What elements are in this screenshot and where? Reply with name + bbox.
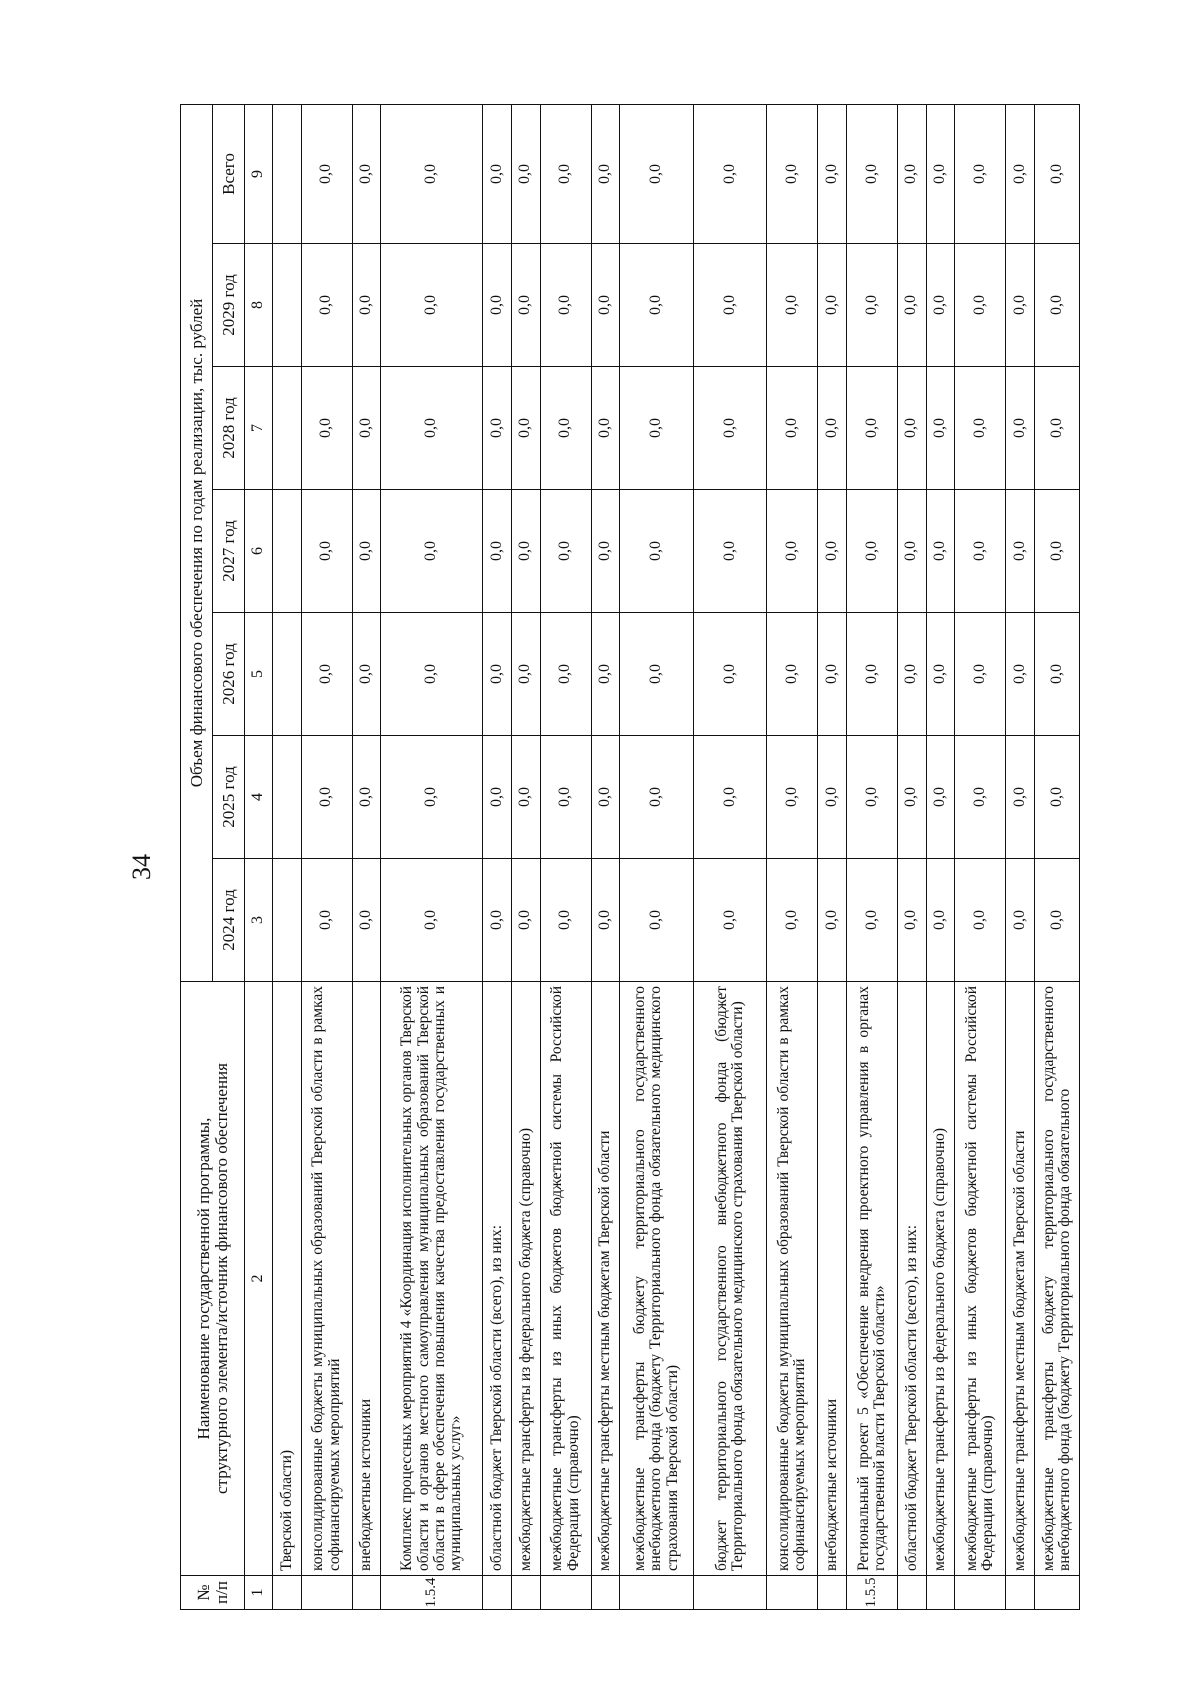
row-code [1034,1576,1079,1610]
row-name: межбюджетные трансферты местным бюджетам Тверской области [1006,982,1035,1576]
column-number: 1 [245,1576,273,1610]
row-value [273,613,302,736]
row-code [693,1576,767,1610]
row-value: 0,0 [591,736,620,859]
row-value: 0,0 [955,490,1006,613]
row-value: 0,0 [955,104,1006,243]
row-value: 0,0 [955,736,1006,859]
financing-table [180,104,1080,1610]
row-value: 0,0 [693,613,767,736]
row-value: 0,0 [511,244,540,367]
header-year: Всего [213,104,245,243]
row-name: межбюджетные трансферты бюджету территориального государственного внебюджетного фонда (бюджету Территориального фонда обязательного медицинского страхования Тверской области) [620,982,694,1576]
row-value: 0,0 [540,104,591,243]
row-code [483,1576,512,1610]
row-value: 0,0 [1034,244,1079,367]
table-row [693,104,767,1609]
row-code [1006,1576,1035,1610]
row-value: 0,0 [693,859,767,982]
row-value: 0,0 [301,244,352,367]
row-value: 0,0 [620,613,694,736]
row-value: 0,0 [767,244,818,367]
table-row [273,104,302,1609]
table-row [301,104,352,1609]
row-value: 0,0 [1034,736,1079,859]
table-row [1006,104,1035,1609]
row-value: 0,0 [352,490,381,613]
table-row [352,104,381,1609]
row-value: 0,0 [898,736,927,859]
row-value: 0,0 [483,104,512,243]
table-row [955,104,1006,1609]
row-value: 0,0 [620,367,694,490]
row-value: 0,0 [693,244,767,367]
row-value: 0,0 [511,613,540,736]
table-row [767,104,818,1609]
row-value: 0,0 [381,104,483,243]
row-code [301,1576,352,1610]
row-value: 0,0 [1006,613,1035,736]
row-value: 0,0 [1006,859,1035,982]
table-row [591,104,620,1609]
table-row [483,104,512,1609]
column-number: 2 [245,982,273,1576]
row-name: консолидированные бюджеты муниципальных образований Тверской области в рамках софинансируемых мероприятий [767,982,818,1576]
row-value: 0,0 [818,613,847,736]
row-value: 0,0 [301,490,352,613]
row-value: 0,0 [591,859,620,982]
column-number: 6 [245,490,273,613]
row-value: 0,0 [818,244,847,367]
row-code: 1.5.4 [381,1576,483,1610]
table-row [540,104,591,1609]
row-value: 0,0 [620,104,694,243]
row-value: 0,0 [818,736,847,859]
row-name: межбюджетные трансферты из иных бюджетов бюджетной системы Российской Федерации (справочно) [540,982,591,1576]
row-value: 0,0 [1034,490,1079,613]
row-value: 0,0 [1006,104,1035,243]
header-year: 2026 год [213,613,245,736]
row-value: 0,0 [301,736,352,859]
row-value: 0,0 [301,367,352,490]
row-value: 0,0 [1006,244,1035,367]
row-value: 0,0 [898,367,927,490]
row-value: 0,0 [483,244,512,367]
row-value: 0,0 [1034,859,1079,982]
row-value: 0,0 [620,490,694,613]
row-value: 0,0 [511,736,540,859]
page-number: 34 [127,854,156,880]
row-value: 0,0 [1006,490,1035,613]
row-value: 0,0 [591,490,620,613]
row-code [898,1576,927,1610]
row-value: 0,0 [846,613,897,736]
row-name: межбюджетные трансферты из федерального бюджета (справочно) [511,982,540,1576]
row-value: 0,0 [540,736,591,859]
row-value: 0,0 [846,367,897,490]
row-name: бюджет территориального государственного внебюджетного фонда (бюджет Территориального фонда обязательного медицинского страхования Тверской области) [693,982,767,1576]
table-row [511,104,540,1609]
row-value: 0,0 [540,367,591,490]
row-value: 0,0 [483,859,512,982]
row-value: 0,0 [955,367,1006,490]
row-value [273,367,302,490]
row-value: 0,0 [767,613,818,736]
row-value: 0,0 [767,367,818,490]
header-year: 2029 год [213,244,245,367]
row-value: 0,0 [926,367,955,490]
row-code [511,1576,540,1610]
row-value: 0,0 [846,490,897,613]
header-year: 2027 год [213,490,245,613]
row-value: 0,0 [511,104,540,243]
row-value: 0,0 [352,104,381,243]
row-code [352,1576,381,1610]
row-value: 0,0 [620,859,694,982]
row-value [273,104,302,243]
row-name: межбюджетные трансферты из иных бюджетов бюджетной системы Российской Федерации (справочно) [955,982,1006,1576]
row-value: 0,0 [620,244,694,367]
row-value: 0,0 [955,613,1006,736]
row-value: 0,0 [955,244,1006,367]
row-value: 0,0 [818,859,847,982]
row-value: 0,0 [818,367,847,490]
row-value: 0,0 [301,613,352,736]
row-value: 0,0 [926,859,955,982]
table-row [381,104,483,1609]
row-value: 0,0 [540,490,591,613]
row-value: 0,0 [540,613,591,736]
row-value: 0,0 [846,244,897,367]
column-number: 7 [245,367,273,490]
row-value: 0,0 [1034,367,1079,490]
row-code [273,1576,302,1610]
column-number: 4 [245,736,273,859]
row-name: консолидированные бюджеты муниципальных образований Тверской области в рамках софинансируемых мероприятий [301,982,352,1576]
row-value [273,859,302,982]
row-value: 0,0 [898,859,927,982]
row-value: 0,0 [767,859,818,982]
row-code [818,1576,847,1610]
row-value: 0,0 [620,736,694,859]
row-value [273,490,302,613]
table-row [846,104,897,1609]
row-value: 0,0 [926,613,955,736]
row-value: 0,0 [381,613,483,736]
row-value: 0,0 [381,859,483,982]
column-number: 3 [245,859,273,982]
column-number: 8 [245,244,273,367]
header-year: 2025 год [213,736,245,859]
row-value: 0,0 [1034,104,1079,243]
row-value: 0,0 [846,736,897,859]
row-value: 0,0 [381,490,483,613]
row-value: 0,0 [591,613,620,736]
row-code [591,1576,620,1610]
row-name: межбюджетные трансферты из федерального бюджета (справочно) [926,982,955,1576]
row-value: 0,0 [926,104,955,243]
row-value: 0,0 [926,736,955,859]
row-value: 0,0 [693,367,767,490]
row-value: 0,0 [352,244,381,367]
row-value: 0,0 [898,490,927,613]
row-name: внебюджетные источники [352,982,381,1576]
row-value: 0,0 [846,859,897,982]
row-value [273,736,302,859]
row-code [767,1576,818,1610]
row-code [926,1576,955,1610]
rotated-table-container [180,105,1080,1610]
row-value: 0,0 [846,104,897,243]
row-value: 0,0 [483,490,512,613]
row-value: 0,0 [352,736,381,859]
table-row [818,104,847,1609]
row-value: 0,0 [1034,613,1079,736]
table-row [1034,104,1079,1609]
row-name: Комплекс процессных мероприятий 4 «Координация исполнительных органов Тверской области и органов местного самоуправления муниципальных образований Тверской области в сфере обеспечения повышения качества предоставления государственных и муниципальных услуг» [381,982,483,1576]
header-year: 2028 год [213,367,245,490]
row-value: 0,0 [818,104,847,243]
row-value: 0,0 [301,859,352,982]
row-value: 0,0 [693,104,767,243]
row-value: 0,0 [352,613,381,736]
header-name-line1: Наименование государственной программы, [193,1117,213,1440]
row-value: 0,0 [511,490,540,613]
row-value: 0,0 [1006,367,1035,490]
row-value: 0,0 [591,244,620,367]
header-no: № п/п [181,1576,245,1610]
row-value: 0,0 [352,859,381,982]
row-name: межбюджетные трансферты местным бюджетам Тверской области [591,982,620,1576]
header-year: 2024 год [213,859,245,982]
row-value: 0,0 [483,736,512,859]
table-row [926,104,955,1609]
row-value: 0,0 [955,859,1006,982]
row-code [540,1576,591,1610]
table-header [181,104,273,1609]
header-name [181,982,245,1576]
column-number: 9 [245,104,273,243]
row-name: областной бюджет Тверской области (всего), из них: [483,982,512,1576]
row-value: 0,0 [693,736,767,859]
row-code [955,1576,1006,1610]
row-value: 0,0 [818,490,847,613]
row-code: 1.5.5 [846,1576,897,1610]
column-number: 5 [245,613,273,736]
row-value: 0,0 [483,367,512,490]
row-value: 0,0 [1006,736,1035,859]
row-value: 0,0 [898,104,927,243]
row-value: 0,0 [767,736,818,859]
row-value: 0,0 [926,490,955,613]
row-value: 0,0 [483,613,512,736]
row-name: областной бюджет Тверской области (всего), из них: [898,982,927,1576]
table-row [620,104,694,1609]
row-value: 0,0 [898,244,927,367]
row-name: внебюджетные источники [818,982,847,1576]
header-name-line2: структурного элемента/источник финансового обеспечения [211,1063,231,1494]
row-value: 0,0 [301,104,352,243]
row-value: 0,0 [767,104,818,243]
header-volume: Объем финансового обеспечения по годам реализации, тыс. рублей [181,104,213,981]
row-value: 0,0 [767,490,818,613]
row-value: 0,0 [381,736,483,859]
row-value: 0,0 [381,367,483,490]
row-value: 0,0 [591,104,620,243]
row-value [273,244,302,367]
row-value: 0,0 [511,367,540,490]
row-value: 0,0 [511,859,540,982]
row-value: 0,0 [381,244,483,367]
row-name: межбюджетные трансферты бюджету территориального государственного внебюджетного фонда (бюджету Территориального фонда обязательного [1034,982,1079,1576]
row-name: Региональный проект 5 «Обеспечение внедрения проектного управления в органах государственной власти Тверской области» [846,982,897,1576]
row-value: 0,0 [540,859,591,982]
row-value: 0,0 [591,367,620,490]
row-code [620,1576,694,1610]
row-value: 0,0 [352,367,381,490]
table-body [273,104,1080,1609]
row-value: 0,0 [926,244,955,367]
row-value: 0,0 [693,490,767,613]
row-name: Тверской области) [273,982,302,1576]
row-value: 0,0 [540,244,591,367]
table-row [898,104,927,1609]
row-value: 0,0 [898,613,927,736]
header-column-numbers [245,104,273,1609]
